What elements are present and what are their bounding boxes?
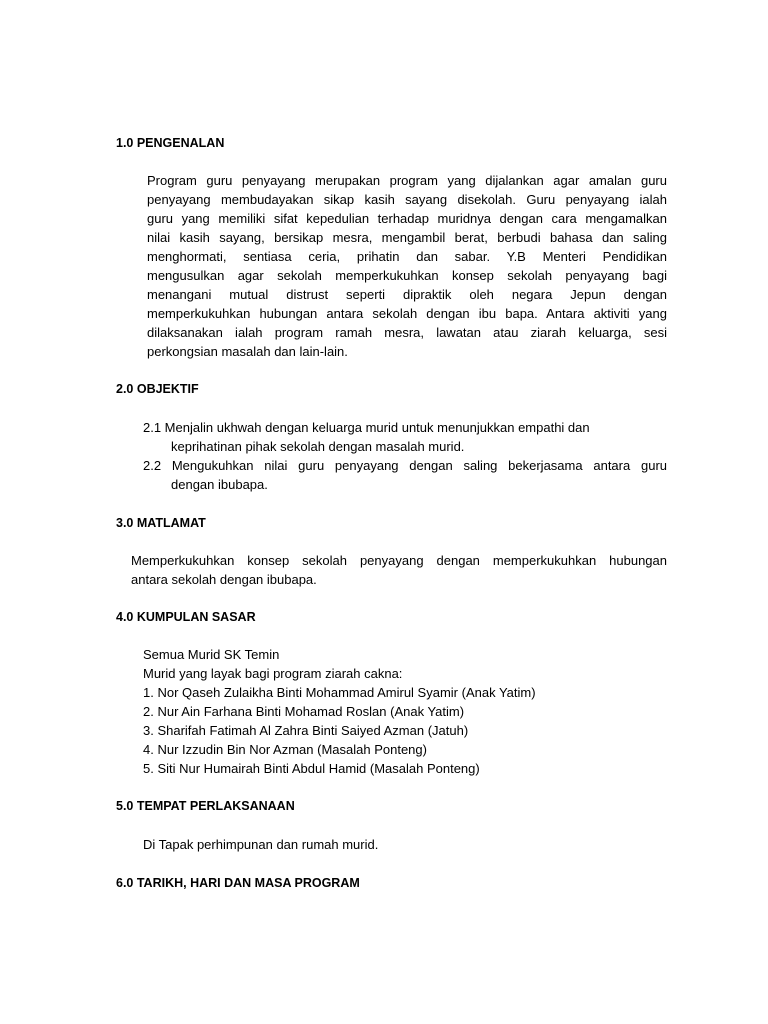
paragraph-line: nilai kasih sayang, bersikap mesra, mengambil berat, berbudi bahasa dan saling [147,230,667,245]
section-heading-pengenalan: 1.0 PENGENALAN [116,136,225,150]
section-heading-tarikh: 6.0 TARIKH, HARI DAN MASA PROGRAM [116,876,360,890]
section-heading-tempat: 5.0 TEMPAT PERLAKSANAAN [116,799,295,813]
pengenalan-paragraph [147,171,667,361]
student-list-item: 4. Nur Izzudin Bin Nor Azman (Masalah Ponteng) [143,742,427,757]
eligible-intro-text: Murid yang layak bagi program ziarah cakna: [143,666,403,681]
paragraph-line: Memperkukuhkan konsep sekolah penyayang dengan memperkukuhkan hubungan [131,553,667,568]
paragraph-line: dilaksanakan ialah program ramah mesra, lawatan atau ziarah keluarga, sesi [147,325,667,340]
objective-item-2-1 [143,418,667,456]
student-list-item: 3. Sharifah Fatimah Al Zahra Binti Saiyed Azman (Jatuh) [143,723,469,738]
student-list-item: 5. Siti Nur Humairah Binti Abdul Hamid (Masalah Ponteng) [143,761,480,776]
student-list-item: 2. Nur Ain Farhana Binti Mohamad Roslan (Anak Yatim) [143,704,465,719]
paragraph-line: menghormati, sentiasa ceria, prihatin dan sabar. Y.B Menteri Pendidikan [147,249,667,264]
section-heading-objektif: 2.0 OBJEKTIF [116,382,199,396]
paragraph-line: guru yang memiliki sifat kepedulian terhadap muridnya dengan cara mengamalkan [147,211,667,226]
paragraph-line: perkongsian masalah dan lain-lain. [147,344,348,359]
objective-line: keprihatinan pihak sekolah dengan masalah murid. [171,439,465,454]
venue-text: Di Tapak perhimpunan dan rumah murid. [143,837,379,852]
section-heading-kumpulan-sasar: 4.0 KUMPULAN SASAR [116,610,256,624]
paragraph-line: memperkukuhkan hubungan antara sekolah dengan ibu bapa. Antara aktiviti yang [147,306,667,321]
paragraph-line: menangani mutual distrust seperti dipraktik oleh negara Jepun dengan [147,287,667,302]
objective-line: dengan ibubapa. [171,477,268,492]
section-heading-matlamat: 3.0 MATLAMAT [116,516,206,530]
paragraph-line: mengusulkan agar sekolah memperkukuhkan konsep sekolah penyayang bagi [147,268,667,283]
paragraph-line: penyayang membudayakan sikap kasih sayang disekolah. Guru penyayang ialah [147,192,667,207]
objective-item-2-2 [143,456,667,494]
target-group-text: Semua Murid SK Temin [143,647,280,662]
student-list-item: 1. Nor Qaseh Zulaikha Binti Mohammad Amirul Syamir (Anak Yatim) [143,685,536,700]
objective-line: 2.1 Menjalin ukhwah dengan keluarga murid untuk menunjukkan empathi dan [143,420,590,435]
objective-line: 2.2 Mengukuhkan nilai guru penyayang dengan saling bekerjasama antara guru [143,458,667,473]
matlamat-paragraph [131,551,667,589]
paragraph-line: Program guru penyayang merupakan program yang dijalankan agar amalan guru [147,173,667,188]
paragraph-line: antara sekolah dengan ibubapa. [131,572,317,587]
